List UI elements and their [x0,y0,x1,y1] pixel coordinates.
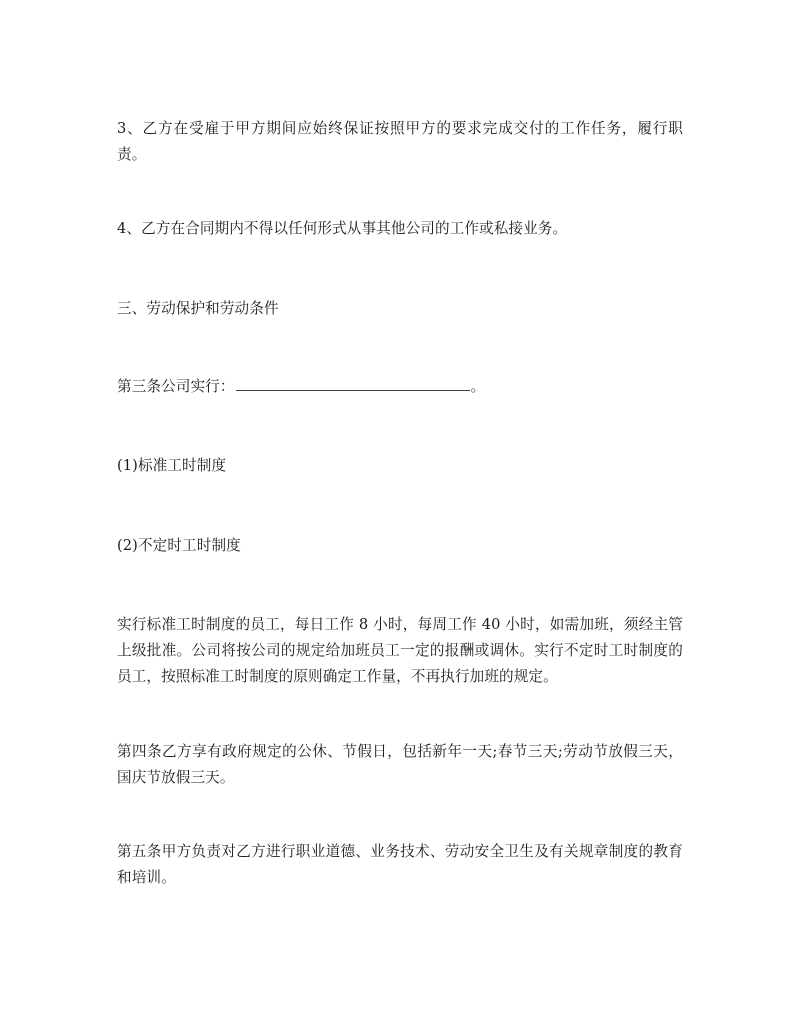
clause-3-paragraph: 3、乙方在受雇于甲方期间应始终保证按照甲方的要求完成交付的工作任务，履行职责。 [117,120,683,163]
clause-4-paragraph: 4、乙方在合同期内不得以任何形式从事其他公司的工作或私接业务。 [117,220,568,237]
option-standard-hours: (1)标准工时制度 [117,457,227,474]
working-hours-paragraph: 实行标准工时制度的员工，每日工作 8 小时，每周工作 40 小时，如需加班，须经主管上级批准。公司将按公司的规定给加班员工一定的报酬或调休。实行不定时工时制度的员工，按照标准工时制度的原则确定工作量，不再执行加班的规定。 [117,616,683,685]
article-3-paragraph [117,374,683,400]
section-heading-labor-protection: 三、劳动保护和劳动条件 [117,300,279,317]
article-3-end-mark: 。 [470,378,486,395]
option-flexible-hours: (2)不定时工时制度 [117,537,241,554]
article-4-paragraph: 第四条乙方享有政府规定的公休、节假日，包括新年一天;春节三天;劳动节放假三天，国庆节放假三天。 [117,743,683,786]
fill-in-blank-line [236,376,470,391]
article-5-paragraph: 第五条甲方负责对乙方进行职业道德、业务技术、劳动安全卫生及有关规章制度的教育和培训。 [117,843,683,886]
article-3-text: 第三条公司实行： [117,378,235,395]
